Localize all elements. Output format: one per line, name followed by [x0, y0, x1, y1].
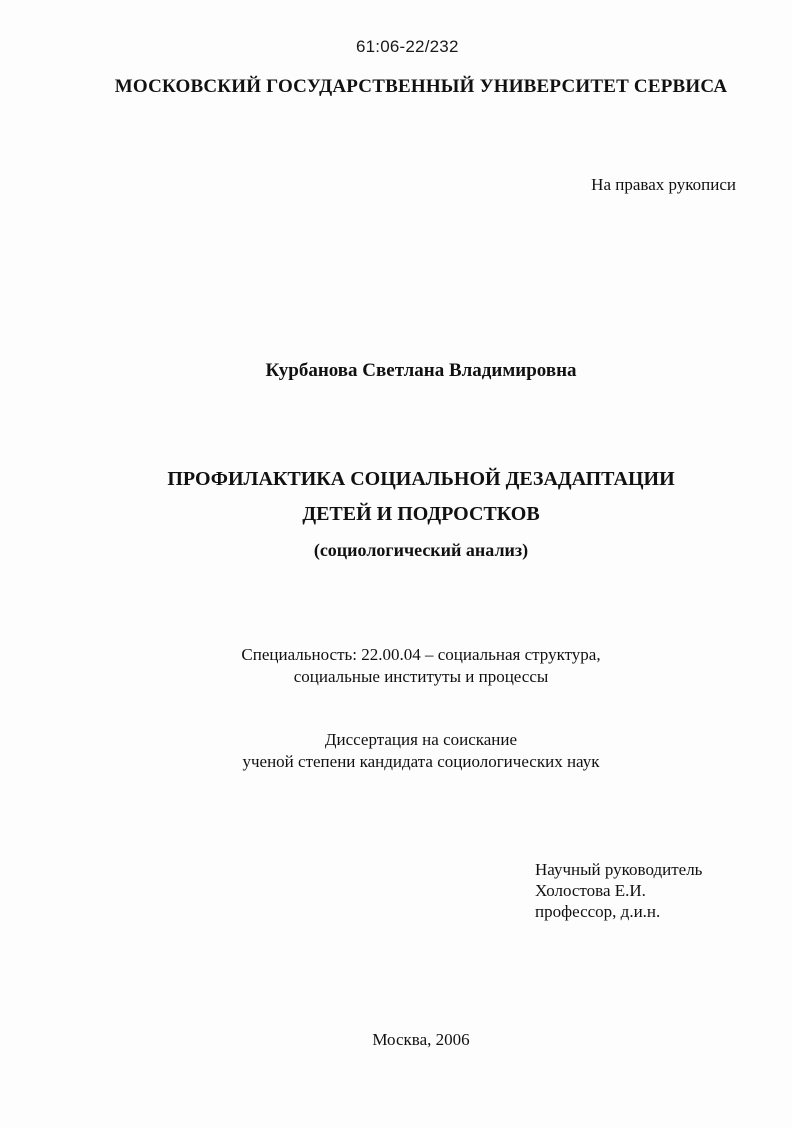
university-name: МОСКОВСКИЙ ГОСУДАРСТВЕННЫЙ УНИВЕРСИТЕТ СЕРВИСА [114, 76, 728, 97]
title-line-1: ПРОФИЛАКТИКА СОЦИАЛЬНОЙ ДЕЗАДАПТАЦИИ [167, 468, 675, 490]
supervisor-role: Научный руководитель [535, 860, 703, 879]
supervisor-degree: профессор, д.и.н. [535, 902, 661, 921]
specialty-line-1: Специальность: 22.00.04 – социальная структура, [241, 645, 601, 664]
supervisor-name: Холостова Е.И. [535, 881, 646, 900]
dissertation-title [0, 462, 792, 568]
dissertation-degree-block [0, 729, 792, 773]
specialty-block [0, 644, 792, 688]
title-line-2: ДЕТЕЙ И ПОДРОСТКОВ [302, 503, 540, 525]
dissertation-line-2: ученой степени кандидата социологических наук [242, 752, 600, 771]
author-name: Курбанова Светлана Владимировна [265, 360, 577, 381]
library-stamp-code: 61:06-22/232 [356, 37, 459, 56]
title-subtitle: (социологический анализ) [313, 540, 529, 560]
specialty-line-2: социальные институты и процессы [293, 667, 549, 686]
rights-notice: На правах рукописи [591, 175, 736, 194]
dissertation-line-1: Диссертация на соискание [324, 730, 518, 749]
supervisor-block [535, 859, 702, 922]
city-year: Москва, 2006 [372, 1030, 470, 1049]
